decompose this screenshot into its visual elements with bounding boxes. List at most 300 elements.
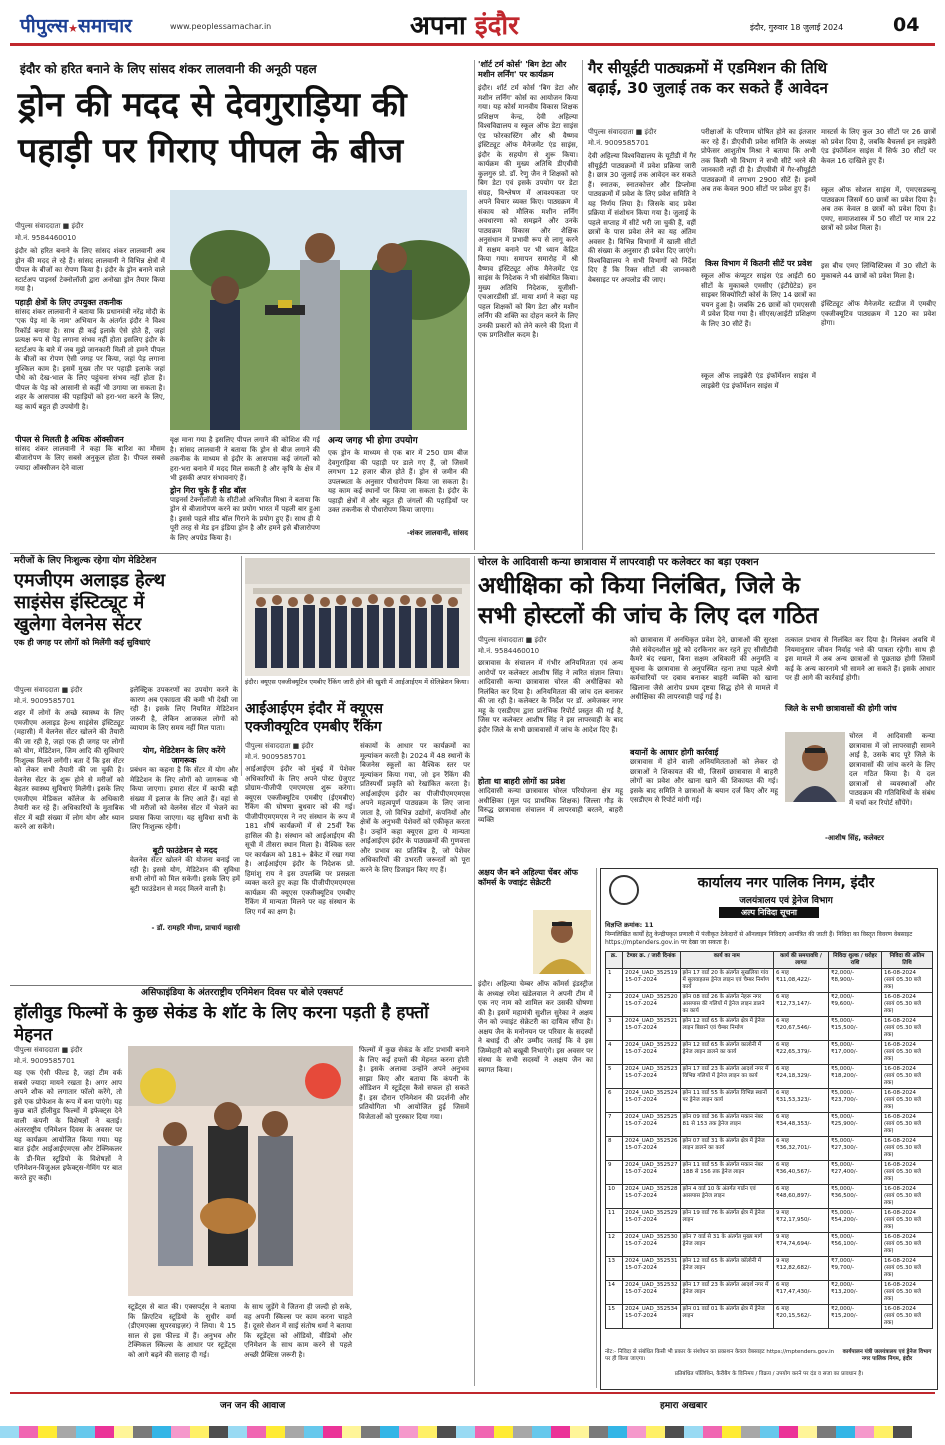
hostel-sub1: होता था बाहरी लोगों का प्रवेश: [478, 777, 566, 786]
tender-cell-sn: 11: [606, 1209, 623, 1233]
footer-right: हमारा अखबार: [660, 1401, 708, 1411]
tender-intro: निम्नलिखित कार्यों हेतु केन्द्रीयकृत प्रणाली में पंजीकृत ठेकेदारों से ऑनलाइन निविदाएं आमंत्रित की जाती हैं। निविदा का विस्तृत विवरण वेबसाइट https://mptenders.gov.in पर देखा जा सकता है।: [605, 931, 913, 946]
tender-cell-work: झोन 17 वार्ड 23 के अंतर्गत आदर्श नगर में ड्रेनेज लाइन: [680, 1281, 773, 1305]
drone-headline-1: ड्रोन की मदद से देवगुराड़िया की: [18, 85, 407, 125]
cmyk-swatch: [380, 1426, 399, 1438]
hostel-col1-text: छात्रावास के संचालन में गंभीर अनियमितता एवं अन्य आरोपों पर कलेक्टर आशीष सिंह ने त्वरित संज्ञान लिया। आदिवासी कन्या छात्रावास चोरल की अधीक्षिका को निलंबित कर दिया है। अनियमितता की जांच दल बनाकर की जा रही है। कलेक्टर के निर्देश पर डॉ. अमेजकर नगर महू के एसडीएम द्वारा प्रारंभिक रिपोर्ट प्रस्तुत की गई है, जिस पर कलेक्टर आशीष सिंह ने इस लापरवाही के बाद इंदौर जिले के सभी छात्रावासों में जांच के आदेश दिए हैं।: [478, 659, 623, 734]
iim-story: [245, 700, 470, 980]
tender-row: [606, 1065, 933, 1089]
tender-cell-id: 2024_UAD_352526 15-07-2024: [623, 1137, 681, 1161]
cmyk-swatch: [171, 1426, 190, 1438]
cmyk-swatch: [684, 1426, 703, 1438]
hostel-quote-author: -आशीष सिंह, कलेक्टर: [825, 834, 884, 842]
drone-col2: [170, 436, 320, 546]
tender-cell-period: 9 माह ₹12,82,682/-: [774, 1257, 829, 1281]
tender-cell-last: 16-08-2024 (सायं 05.30 बजे तक): [882, 1089, 933, 1113]
col-divider-2: [582, 60, 583, 550]
section-rule-2: [10, 985, 472, 986]
tender-cell-sn: 1: [606, 969, 623, 993]
tender-cell-id: 2024_UAD_352530 15-07-2024: [623, 1233, 681, 1257]
cmyk-swatch: [0, 1426, 19, 1438]
tender-cell-fee: ₹5,000/- ₹27,400/-: [829, 1161, 882, 1185]
drone-col2-para: वृक्ष माना गया है इसलिए पीपल लगाने की कोशिश की गई है। सांसद लालवानी ने बताया कि ड्रोन से बीज लगाने की तकनीक के माध्यम से इंदौर के आसपास कई जंगलों को हरा-भरा बनाने में मदद मिल सकती है और कृषि के क्षेत्र में भी इसकी अपार संभावनाएं हैं।: [170, 436, 320, 482]
tender-cell-fee: ₹5,000/- ₹56,100/-: [829, 1233, 882, 1257]
tender-row: [606, 1209, 933, 1233]
col-divider-1: [474, 60, 475, 550]
akshay-headline: अक्षय जैन बने अहिल्या चेंबर ऑफ कॉमर्स के ज्वाइंट सेक्रेटरी: [478, 868, 578, 887]
iim-col1: [245, 742, 355, 962]
mgm-kicker: मरीजों के लिए निःशुल्क रहेगा योग मेडिटेशन: [14, 556, 157, 566]
tender-cell-work: झोन 17 वार्ड 23 के अंतर्गत आदर्श नगर में विभिन्न गलियों में ड्रेनेज लाइन का कार्य: [680, 1065, 773, 1089]
bigdata-story: [478, 60, 578, 550]
tender-cell-fee: ₹2,000/- ₹9,600/-: [829, 993, 882, 1017]
tender-cell-period: 6 माह ₹48,60,897/-: [774, 1185, 829, 1209]
mgm-col2: [130, 686, 238, 841]
tender-col-sn: क्र.: [606, 952, 623, 969]
drone-kicker: इंदौर को हरित बनाने के लिए सांसद शंकर लालवानी की अनूठी पहल: [20, 62, 317, 76]
tender-cell-work: झोन 11 वार्ड 55 के अंतर्गत विभिन्न स्थानों पर ड्रेनेज लाइन कार्य: [680, 1089, 773, 1113]
tender-row: [606, 1185, 933, 1209]
tender-cell-id: 2024_UAD_352532 15-07-2024: [623, 1281, 681, 1305]
animation-col4: [359, 988, 469, 1383]
drone-sub2: पीपल से मिलती है अधिक ऑक्सीजन: [15, 434, 124, 444]
cmyk-swatch: [760, 1426, 779, 1438]
tender-cell-work: झोन 7 वार्ड से 31 के अंतर्गत मुख्य मार्ग ड्रेनेज लाइन: [680, 1233, 773, 1257]
brand-name-b: समाचार: [78, 15, 132, 37]
tender-cell-sn: 6: [606, 1089, 623, 1113]
tender-cell-work: झोन 07 वार्ड 31 के अंतर्गत क्षेत्र में ड्रेनेज लाइन डालने का कार्य: [680, 1137, 773, 1161]
tender-cell-work: झोन 12 वार्ड 65 के अंतर्गत कालोनी में ड्रेनेज लाइन डालने का कार्य: [680, 1041, 773, 1065]
iim-photo-caption: इंदौर। क्यूएस एक्जीक्यूटिव एमबीए रैंकिंग जारी होने की खुशी में आईआईएम में सेलिब्रेशन किया।: [245, 678, 469, 686]
mgm-mobile: मो.नं. 9009585701: [14, 697, 76, 705]
tender-notice-title: अल्प निविदा सूचना: [719, 907, 819, 918]
hostel-headline-1: अधीक्षिका को किया निलंबित, जिले के: [478, 573, 800, 599]
tender-table-header: [606, 952, 933, 969]
iim-col1-text: आईआईएम इंदौर को मुंबई में पेशेवर अधिकारियों के लिए अपने पोस्ट ग्रेजुएट प्रोग्राम-पीजीपी एमएमएस शुरू करेगा। क्यूएस एक्जीक्यूटिव एमबीए (ईएमबीए) रैंकिंग की घोषणा बुधवार को की गई। पीजीपीएमएमएस ने नए संस्थान के रूप में 181 शीर्ष कार्यक्रमों में से 25वीं रैंक हासिल की है। संस्थान को आईआईएम की सूची में तीसरा स्थान मिला है। वैश्विक स्तर पर कार्यक्रम को 181+ ब्रैकेट में रखा गया है। आईआईएम इंदौर के निदेशक प्रो. हिमांशु राय ने इस उपलब्धि पर प्रसन्नता व्यक्त करते हुए कहा कि पीजीपीएमएमएस कार्यक्रम की क्यूएस एक्जीक्यूटिव एमबीए रैंकिंग में मान्यता मिलने पर वह संस्थान के लिए गर्व का क्षण है।: [245, 765, 355, 916]
tender-cell-fee: ₹2,000/- ₹15,200/-: [829, 1305, 882, 1329]
cuet-story: [588, 58, 938, 550]
hostel-col3-text: तत्काल प्रभाव से निलंबित कर दिया है। निलंबन अवधि में नियमानुसार जीवन निर्वाह भत्ते की पात्रता रहेगी। साथ ही इस मामले में अब अन्य छात्राओं से पूछताछ होगी जिसमें कई के अन्य कारनामे भी सामने आ सकते हैं। इसके आधार पर ही आगे की कार्रवाई होगी।: [785, 636, 935, 682]
drone-sub3: ड्रोन गिरा चुके हैं सीड बॉल: [170, 485, 246, 495]
cuet-col3-bullet-3: इंस्टिट्यूट ऑफ मैनेजमेंट स्टडीज में एमबीए एक्जीक्यूटिव पाठ्यक्रम में 120 का प्रवेश होगा।: [821, 300, 936, 327]
tender-cell-period: 6 माह ₹36,40,567/-: [774, 1161, 829, 1185]
drone-quote-author: -शंकर लालवानी, सांसद: [406, 529, 468, 537]
tender-row: [606, 1041, 933, 1065]
mgm-col2c-text: वेलनेस सेंटर खोलने की योजना बनाई जा रही है। इससे योग, मेडिटेशन की सुविधा सभी लोगों को मिल सकेगी। इसके लिए हमें बूटी फाउंडेशन से मदद मिलने वाली है।: [130, 856, 240, 893]
iim-col2: [360, 742, 470, 962]
bigdata-headline: 'शॉर्ट टर्म कोर्स' 'बिग डेटा और मशीन लर्निंग' पर कार्यक्रम: [478, 60, 567, 79]
akshay-story: [478, 868, 593, 1198]
tender-row: [606, 1233, 933, 1257]
tender-cell-fee: ₹5,000/- ₹54,200/-: [829, 1209, 882, 1233]
tender-col-fee: निविदा शुल्क / धरोहर राशि: [829, 952, 882, 969]
masthead-rule: [10, 43, 935, 46]
tender-cell-id: 2024_UAD_352524 15-07-2024: [623, 1089, 681, 1113]
mgm-col1-text: शहर में लोगों के अच्छे स्वास्थ्य के लिए एमजीएम अलाइड हेल्थ साइंसेस इंस्टिट्यूट (महासी) में वेलनेस सेंटर खोलने की तैयारी की जा रही है, जहां एक ही जगह पर लोगों को योग, मेडिटेशन, जिम आदि की सुविधाएं निःशुल्क मिलने लगेंगी। बता दें कि इस सेंटर को लेकर सभी तैयारी की जा चुकी है। वेलनेस सेंटर के शुरू होने से मरीजों को बेहतर स्वास्थ्य सुविधाएं मिलेंगी। इसके लिए एमजीएम मेडिकल कॉलेज के अधिकारी तैयारी कर रहे हैं। अधिकारियों के मुताबिक सेंटर में बड़ी संख्या में लोग योग और ध्यान करने आ सकेंगे।: [14, 709, 124, 831]
hostel-kicker: चोरल के आदिवासी कन्या छात्रावास में लापरवाही पर कलेक्टर का बड़ा एक्शन: [478, 557, 759, 568]
section-title: [410, 6, 519, 42]
cuet-bullet-1: स्कूल ऑफ कंप्यूटर साइंस एंड आईटी 60 सीटों के मुकाबले एमसीए (इंटीग्रेटेड) हन साइबर सिक्योरिटी कोर्स के लिए 14 छात्रों का चयन हुआ है। जबकि 26 छात्रों को एमएससी में प्रवेश दिया गया है। सीएस/आईटी प्रशिक्षण के लिए 30 सीटें हैं।: [701, 272, 816, 328]
tender-cell-work: झोन 08 वार्ड 26 के अंतर्गत नेहरू नगर आसपास की गलियों में ड्रेनेज लाइन डालने का कार्य: [680, 993, 773, 1017]
cuet-col2-text: परीक्षाओं के परिणाम घोषित होने का इंतजार कर रहे हैं। डीएवीवी प्रवेश समिति के अध्यक्ष प्रोफेसर आशुतोष मिश्रा ने बताया कि अभी तक किसी भी विभाग ने सभी सीटें भरने की जानकारी नहीं दी है। डीएवीवी में गैर-सीयूईटी पाठ्यक्रमों में लगभग 2900 सीटें हैं। इनमें अब तक केवल 900 सीटों पर प्रवेश हुए हैं।: [701, 128, 816, 193]
cuet-byline: पीपुल्स संवाददाता ■ इंदौर: [588, 128, 657, 136]
cmyk-swatch: [76, 1426, 95, 1438]
tender-cell-id: 2024_UAD_352520 15-07-2024: [623, 993, 681, 1017]
cmyk-swatch: [703, 1426, 722, 1438]
akshay-portrait: [533, 910, 591, 974]
tender-row: [606, 1137, 933, 1161]
tender-table-wrap: [605, 951, 933, 1346]
cmyk-swatch: [456, 1426, 475, 1438]
tender-notice: [600, 868, 938, 1390]
cmyk-swatch: [114, 1426, 133, 1438]
cmyk-swatch: [627, 1426, 646, 1438]
tender-col-work: कार्य का नाम: [680, 952, 773, 969]
cmyk-swatch: [608, 1426, 627, 1438]
tender-cell-period: 6 माह ₹36,32,701/-: [774, 1137, 829, 1161]
tender-cell-period: 6 माह ₹31,53,323/-: [774, 1089, 829, 1113]
cmyk-swatch: [418, 1426, 437, 1438]
cmyk-swatch: [646, 1426, 665, 1438]
tender-cell-work: झोन 12 वार्ड 65 के अंतर्गत कॉलोनी में ड्रेनेज लाइन: [680, 1257, 773, 1281]
iim-headline-1: आईआईएम इंदौर में क्यूएस: [245, 701, 383, 717]
brand-name-a: पीपुल्स: [20, 15, 69, 37]
tender-cell-period: 6 माह ₹11,08,422/-: [774, 969, 829, 993]
hostel-story: [478, 556, 938, 866]
tender-cell-work: झोन 01 वार्ड 01 के अंतर्गत क्षेत्र में ड्रेनेज लाइन: [680, 1305, 773, 1329]
tender-cell-id: 2024_UAD_352523 15-07-2024: [623, 1065, 681, 1089]
cmyk-swatch: [57, 1426, 76, 1438]
hostel-col1: [478, 636, 623, 861]
brand-logo[interactable]: [20, 12, 132, 38]
tender-cell-period: 6 माह ₹17,47,430/-: [774, 1281, 829, 1305]
tender-cell-last: 16-08-2024 (सायं 05.30 बजे तक): [882, 1161, 933, 1185]
cmyk-swatch: [836, 1426, 855, 1438]
animation-byline: पीपुल्स संवाददाता ■ इंदौर: [14, 1046, 83, 1054]
tender-footer-note: नोट:- निविदा से संबंधित किसी भी प्रकार के संशोधन का प्रकाशन केवल वेबसाइट https://mptenders.gov.in पर ही किया जाएगा।: [605, 1349, 835, 1362]
tender-cell-work: झोन 19 वार्ड 76 के अंतर्गत क्षेत्र में ड्रेनेज लाइन: [680, 1209, 773, 1233]
animation-story: [14, 988, 470, 1388]
drone-para1: इंदौर को हरित बनाने के लिए सांसद शंकर लालवानी अब ड्रोन की मदद ले रहे हैं। सांसद लालवानी ने विभिन्न क्षेत्रों में पीपल के बीजों का रोपण किया है। इंदौर के ड्रोन बनाने वाले स्टार्टअप पाइनर्स टेक्नोलॉजी द्वारा अनोखा ड्रोन तैयार किया गया है।: [15, 247, 165, 293]
tender-cell-sn: 10: [606, 1185, 623, 1209]
tender-cell-last: 16-08-2024 (सायं 05.30 बजे तक): [882, 1137, 933, 1161]
cuet-col3-bullet-2: इस बीच एमए लिंग्विस्टिक्स में 30 सीटों के मुकाबले 44 छात्रों को प्रवेश मिला है।: [821, 262, 936, 280]
tender-col-last: निविदा की अंतिम तिथि: [882, 952, 933, 969]
collector-portrait: [785, 732, 845, 802]
tender-cell-work: झोन 17 वार्ड 20 के अंतर्गत सुखलिया गांव में सुलवाहतस ड्रेनेज लाइन एवं चैम्बर निर्माण कार्य: [680, 969, 773, 993]
drone-sub1: पहाड़ी क्षेत्रों के लिए उपयुक्त तकनीक: [15, 297, 123, 307]
tender-cell-work: झोन 09 वार्ड 36 के अंतर्गत मकान नंबर 81 से 153 तक ड्रेनेज लाइन: [680, 1113, 773, 1137]
mgm-headline-2: साइंसेस इंस्टिट्यूट में: [14, 592, 145, 613]
animation-photo-illustration: [128, 1046, 353, 1296]
drone-byline: पीपुल्स संवाददाता ■ इंदौर: [15, 222, 84, 230]
hostel-byline: पीपुल्स संवाददाता ■ इंदौर: [478, 636, 547, 644]
tender-cell-id: 2024_UAD_352531 15-07-2024: [623, 1257, 681, 1281]
cmyk-swatch: [855, 1426, 874, 1438]
tender-cell-work: झोन 11 वार्ड 55 के अंतर्गत मकान नंबर 188 से 156 तक ड्रेनेज लाइन: [680, 1161, 773, 1185]
tender-cell-last: 16-08-2024 (सायं 05.30 बजे तक): [882, 969, 933, 993]
iim-photo-block: [245, 558, 470, 698]
mgm-story-cont: [130, 846, 240, 976]
cmyk-swatch: [266, 1426, 285, 1438]
cmyk-swatch: [437, 1426, 456, 1438]
hostel-col2-text: को छात्रावास में अनधिकृत प्रवेश देने, छात्राओं की सुरक्षा जैसे संवेदनशील मुद्दे को दरकिनार कर रहने हुए सीसीटीवी कैमरे बंद रखना, बिना सक्षम अधिकारी की अनुमति व सूचना के छात्रावास से अनुपस्थित रहना तथा पहले श्रेणी कर्मचारियों पर दबाव बनाकर बाहरी व्यक्ति को खाना खिलाना जैसे आरोप प्रथम दृष्टया सिद्ध होने से मामले में अधीक्षिका की लापरवाही पाई गई है।: [630, 636, 778, 701]
tender-cell-id: 2024_UAD_352527 15-07-2024: [623, 1161, 681, 1185]
tender-cell-last: 16-08-2024 (सायं 05.30 बजे तक): [882, 1209, 933, 1233]
akshay-body: इंदौर। अहिल्या चेम्बर ऑफ कॉमर्स इंडस्ट्रीज के अध्यक्ष रमेश खंडेलवाल ने अपनी टीम में एक नए नाम को शामिल कर उसकी घोषणा की है। इसमें महामंत्री सुशील सुरेका ने अक्षय जैन को ज्वाइंट सेक्रेटरी का दायित्व सौंपा है। अक्षय जैन के मनोनयन पर परिवार के सदस्यों ने बधाई दी और उम्मीद जताई कि वे इस जिम्मेदारी को बखूबी निभाएंगे। इस अवसर पर संस्था के सभी सदस्यों ने अक्षय जैन का स्वागत किया।: [478, 980, 593, 1074]
tender-row: [606, 1257, 933, 1281]
tender-table: [605, 951, 933, 1329]
cuet-col3-text: मास्टर्स के लिए कुल 30 सीटों पर 26 छात्रों को प्रवेश दिया है, जबकि बैचलर्स इन लाइब्रेरी एंड इंफॉर्मेशन साइंस में सिर्फ 30 सीटों पर केवल 16 दाखिले हुए हैं।: [821, 128, 936, 165]
cmyk-swatch: [475, 1426, 494, 1438]
col-divider-3: [474, 556, 475, 1386]
tender-cell-id: 2024_UAD_352529 15-07-2024: [623, 1209, 681, 1233]
cmyk-swatch: [570, 1426, 589, 1438]
tender-row: [606, 1161, 933, 1185]
cmyk-swatch: [589, 1426, 608, 1438]
cmyk-swatch: [247, 1426, 266, 1438]
drone-quote-title: अन्य जगह भी होगा उपयोग: [328, 436, 418, 446]
iim-col2-text: संकायों के आधार पर कार्यक्रमों का मूल्यांकन करती है। 2024 में 48 स्थानों के बिजनेस स्कूलों का वैश्विक स्तर पर मूल्यांकन किया गया, जो इन रैंकिंग की प्रतिस्पर्धी प्रकृति को रेखांकित करता है। आईआईएम इंदौर का पीजीपीएमएमएस अपने महत्वपूर्ण पाठ्यक्रम के लिए जाना जाता है, जो विभिन्न उद्योगों, कंपनियों और क्षेत्रों के अनुभवी पेशेवरों को एकीकृत करता है। उन्होंने कहा क्यूएस द्वारा ये मान्यता आईआईएम इंदौर के पाठ्यक्रमों की गुणवत्ता और प्रभाव का प्रतिबिंब है, जो पेशेवर अधिकारियों की उभरती जरूरतों को पूरा करने के लिए डिजाइन किए गए हैं।: [360, 742, 470, 874]
mgm-deck: एक ही जगह पर लोगों को मिलेंगी कई सुविधाएं: [14, 638, 151, 647]
cmyk-swatch: [532, 1426, 551, 1438]
mgm-sub2: बूटी फाउंडेशन से मदद: [152, 846, 218, 855]
hostel-col2: [630, 636, 778, 861]
hostel-col2b-text: छात्रावास में होने वाली अनियमितताओं को लेकर दो छात्राओं ने शिकायत की थी, जिसमें छात्रावास में बाहरी लोगों का प्रवेश और खाना खाने की शिकायत की गई। इसके बाद समिति ने छात्राओं के बयान दर्ज किए और महू एसडीएम से रिपोर्ट मांगी गई।: [630, 758, 778, 804]
cmyk-swatch: [152, 1426, 171, 1438]
tender-cell-period: 6 माह ₹34,48,353/-: [774, 1113, 829, 1137]
hostel-mobile: मो.नं. 9584460010: [478, 647, 540, 655]
footer-left: जन जन की आवाज: [220, 1401, 286, 1411]
cmyk-swatch: [494, 1426, 513, 1438]
tender-sign: कार्यपालन यंत्री जलयंत्रालय एवं ड्रेनेज विभाग नगर पालिक निगम, इंदौर: [842, 1349, 932, 1362]
tender-cell-last: 16-08-2024 (सायं 05.30 बजे तक): [882, 1257, 933, 1281]
drone-photo: [170, 190, 467, 430]
tender-col-id: टेण्डर क्र. / जारी दिनांक: [623, 952, 681, 969]
cmyk-swatch: [779, 1426, 798, 1438]
tender-row: [606, 1017, 933, 1041]
cmyk-swatch: [361, 1426, 380, 1438]
cmyk-swatch: [399, 1426, 418, 1438]
tender-col-period: कार्य की समयावधि / लागत: [774, 952, 829, 969]
cuet-mobile: मो.नं. 9009585701: [588, 139, 650, 147]
cmyk-swatch: [551, 1426, 570, 1438]
tender-cell-fee: ₹5,000/- ₹23,700/-: [829, 1089, 882, 1113]
drone-story: [10, 50, 472, 550]
cmyk-swatches: [0, 1426, 945, 1438]
iim-mobile: मो.नं. 9009585701: [245, 753, 307, 761]
tender-cell-id: 2024_UAD_352521 15-07-2024: [623, 1017, 681, 1041]
animation-col4-text: फिल्मों में कुछ सेकंड के शॉट प्रभावी बनाने के लिए कई हफ्तों की मेहनत करना होती है। इसके अलावा उन्होंने अपने अनुभव साझा किए और बताया कि कंपनी के ऑडिशन में स्टूडेंट्स कैसे सफल हो सकते हैं। इस दौरान एनिमेशन की प्रदर्शनी और प्रतियोगिता भी आयोजित हुई जिसमें विजेताओं को पुरस्कार दिया गया।: [359, 1046, 469, 1121]
tender-cell-sn: 5: [606, 1065, 623, 1089]
section-title-b: इंदौर: [474, 11, 519, 41]
cmyk-swatch: [722, 1426, 741, 1438]
tender-cell-period: 6 माह ₹12,73,147/-: [774, 993, 829, 1017]
cmyk-swatch: [817, 1426, 836, 1438]
dateline: इंदौर, गुरुवार 18 जुलाई 2024: [750, 23, 844, 32]
tender-cell-fee: ₹2,000/- ₹8,900/-: [829, 969, 882, 993]
tender-cell-sn: 14: [606, 1281, 623, 1305]
tender-cell-period: 6 माह ₹20,67,546/-: [774, 1017, 829, 1041]
tender-cell-last: 16-08-2024 (सायं 05.30 बजे तक): [882, 1233, 933, 1257]
tender-cell-last: 16-08-2024 (सायं 05.30 बजे तक): [882, 1041, 933, 1065]
cmyk-swatch: [323, 1426, 342, 1438]
cmyk-swatch: [19, 1426, 38, 1438]
tender-cell-fee: ₹5,000/- ₹36,500/-: [829, 1185, 882, 1209]
tender-footer2: प्रतिबंधित पॉलिथिन, कैरीबैग के विनिमय / विक्रय / उपयोग करने पर दंड व सजा का प्रावधान है।: [674, 1371, 864, 1377]
cmyk-swatch: [133, 1426, 152, 1438]
mgm-col1: [14, 686, 124, 841]
tender-cell-id: 2024_UAD_352534 15-07-2024: [623, 1305, 681, 1329]
tender-cell-period: 6 माह ₹22,65,379/-: [774, 1041, 829, 1065]
cmyk-swatch: [874, 1426, 893, 1438]
tender-cell-last: 16-08-2024 (सायं 05.30 बजे तक): [882, 1305, 933, 1329]
drone-quote-box: [328, 436, 468, 546]
drone-mobile: मो.नं. 9584460010: [15, 234, 77, 242]
tender-cell-last: 16-08-2024 (सायं 05.30 बजे तक): [882, 1185, 933, 1209]
page-number: 04: [893, 14, 920, 36]
tender-cell-id: 2024_UAD_352522 15-07-2024: [623, 1041, 681, 1065]
tender-cell-period: 9 माह ₹72,17,950/-: [774, 1209, 829, 1233]
mgm-story: [14, 556, 239, 844]
tender-cell-sn: 12: [606, 1233, 623, 1257]
drone-para2: सांसद शंकर लालवानी ने बताया कि प्रधानमंत्री नरेंद्र मोदी के 'एक पेड़ मां के नाम' अभियान के अंतर्गत इंदौर ने विश्व रिकॉर्ड बनाया है। साथ ही कई इलाके ऐसे होते हैं, जहां प्रत्यक्ष रूप से पेड़ लगाना संभव नहीं होता इसलिए इंदौर के स्टार्टअप के बारे में जब मुझे जानकारी मिली तो हमने पीपल के बीजों का रोपण ऐसी जगह पर किया, जहां पेड़ लगाना मुश्किल काम है। इसमें मुख्य तौर पर पहाड़ी इलाके जहां पौधे को देख-भाल के लिए पहुंचना संभव नहीं होता है। पीपल के पेड़ को आसानी से कहीं भी उगाया जा सकता है। शहर के आसपास की पहाड़ियों को हरा-भरा करने के लिए, यह कार्य बहुत ही उपयोगी है।: [15, 307, 165, 411]
mgm-byline: पीपुल्स संवाददाता ■ इंदौर: [14, 686, 83, 694]
cmyk-swatch: [342, 1426, 361, 1438]
cmyk-swatch: [190, 1426, 209, 1438]
tender-cell-last: 16-08-2024 (सायं 05.30 बजे तक): [882, 993, 933, 1017]
mgm-col2b-text: प्रबंधन का कहना है कि सेंटर में योग और मेडिटेशन के लिए लोगों को जागरूक भी किया जाएगा। हमारा सेंटर में काफी बड़ी संख्या में इलाज के लिए आते हैं। वहां से भी मरीजों को वेलनेस सेंटर में भेजने का प्रयास किया जाएगा। यह सुविधा सभी के लिए निःशुल्क रहेगी।: [130, 766, 238, 831]
tender-cell-last: 16-08-2024 (सायं 05.30 बजे तक): [882, 1065, 933, 1089]
masthead: [0, 0, 945, 56]
mgm-headline-1: एमजीएम अलाइड हेल्थ: [14, 570, 166, 591]
animation-photo: [128, 1046, 353, 1296]
cuet-headline-2: बढ़ाई, 30 जुलाई तक कर सकते हैं आवेदन: [588, 79, 828, 97]
cuet-col1: [588, 128, 696, 478]
tender-cell-fee: ₹5,000/- ₹27,300/-: [829, 1137, 882, 1161]
iim-headline-2: एक्जीक्यूटिव एमबीए रैंकिंग: [245, 719, 382, 735]
cuet-col3: [821, 128, 936, 478]
mgm-quote-author: - डॉ. रामहरि मीणा, प्राचार्य महासी: [151, 924, 240, 932]
tender-cell-period: 9 माह ₹74,74,694/-: [774, 1233, 829, 1257]
animation-headline: हॉलीवुड फिल्मों के कुछ सेकंड के शॉट के लिए करना पड़ती है हफ्तों मेहनत: [14, 1003, 429, 1045]
tender-cell-fee: ₹5,000/- ₹25,900/-: [829, 1113, 882, 1137]
tender-cell-sn: 8: [606, 1137, 623, 1161]
cuet-bullet-2: स्कूल ऑफ लाइब्रेरी एंड इंफॉर्मेशन साइंस में लाइब्रेरी एंड इंफॉर्मेशन साइंस में: [701, 372, 816, 390]
tender-cell-sn: 2: [606, 993, 623, 1017]
cmyk-swatch: [285, 1426, 304, 1438]
col-divider-5: [596, 868, 597, 1388]
animation-col1: [14, 1046, 122, 1381]
tender-cell-period: 6 माह ₹24,18,329/-: [774, 1065, 829, 1089]
cmyk-swatch: [798, 1426, 817, 1438]
tender-cell-sn: 15: [606, 1305, 623, 1329]
tender-cell-work: झोन 12 वार्ड 65 के अंतर्गत क्षेत्र में ड्रेनेज लाइन बिछाने एवं चैम्बर निर्माण: [680, 1017, 773, 1041]
hostel-sub3: जिले के सभी छात्रावासों की होगी जांच: [785, 704, 897, 713]
cuet-col2: [701, 128, 816, 478]
tender-cell-period: 6 माह ₹20,15,562/-: [774, 1305, 829, 1329]
drone-col1: [15, 222, 165, 540]
iim-byline: पीपुल्स संवाददाता ■ इंदौर: [245, 742, 314, 750]
animation-mobile: मो.नं. 9009585701: [14, 1057, 76, 1065]
drone-para3: सांसद शंकर लालवानी ने कहा कि बारिश का मौसम बीजारोपण के लिए सबसे अनुकूल होता है। पीपल सबसे ज्यादा ऑक्सीजन देने वाला: [15, 444, 165, 472]
hostel-col3: [785, 636, 935, 861]
cuet-col1-text: देवी अहिल्या विश्वविद्यालय के यूटीडी में गैर सीयूईटी पाठ्यक्रमों में प्रवेश प्रक्रिया जारी है। छात्र 30 जुलाई तक आवेदन कर सकते हैं। स्नातक, स्नातकोत्तर और डिप्लोमा पाठ्यक्रमों में प्रवेश के लिए प्रवेश समिति ने यह निर्णय लिया है। जिसके बाद प्रवेश प्रक्रिया में संशोधन किया गया है। जुलाई के पहले सप्ताह में सीटें भरी जा चुकी हैं, वहीं छात्रों के पास प्रवेश लेने का यह अंतिम अवसर है। विभिन्न विभागों में खाली सीटों की संख्या के अनुसार ही प्रवेश दिए जाएंगे। विश्वविद्यालय ने सभी विभागों को निर्देश दिए हैं कि रिक्त सीटों की जानकारी वेबसाइट पर अपलोड की जाए।: [588, 152, 696, 284]
website-link[interactable]: www.peoplessamachar.in: [170, 22, 272, 31]
collector-photo: [785, 732, 845, 802]
akshay-photo: [533, 910, 591, 974]
tender-row: [606, 1305, 933, 1329]
cmyk-swatch: [304, 1426, 323, 1438]
tender-cell-id: 2024_UAD_352519 15-07-2024: [623, 969, 681, 993]
animation-col2-text: स्टूडेंट्स से बात की। एक्सपर्ट्स ने बताया कि क्रिएटिव स्टूडियो के सुधीर वर्मा (डीएमएक्स सूपरवाइज़र) ने लिया। ये 15 साल से इस फील्ड में हैं। अनुभव और टेक्निकल स्किल्स के आधार पर स्टूडेंट्स को आगे बढ़ने की सलाह दी गई।: [128, 1303, 236, 1359]
drone-headline-2: पहाड़ी पर गिराए पीपल के बीज: [18, 131, 404, 171]
tender-cell-last: 16-08-2024 (सायं 05.30 बजे तक): [882, 1113, 933, 1137]
cmyk-swatch: [95, 1426, 114, 1438]
cmyk-swatch: [513, 1426, 532, 1438]
tender-row: [606, 1113, 933, 1137]
hostel-headline-2: सभी होस्टलों की जांच के लिए दल गठित: [478, 603, 819, 629]
tender-row: [606, 1281, 933, 1305]
hostel-col1b-text: आदिवासी कन्या छात्रावास चोरल परियोजना क्षेत्र महू अधीक्षिका (मूल पद प्राथमिक शिक्षक) जिल्ला गौड़ के विरुद्ध छात्रावास संचालन में लापरवाही बरतने, बाहरी व्यक्ति: [478, 787, 623, 824]
drone-col2-para2: पाइनर्स टेक्नोलॉजी के सीटीओ अभिजीत मिश्रा ने बताया कि ड्रोन से बीजारोपण करने का प्रयोग भारत में पहली बार हुआ है। इससे पहले सीड बॉल गिराने के प्रयोग हुए हैं। साथ ही ये पूरी तरह से मेड इन इंडिया ड्रोन है और हमने इसे बीजारोपण के लिए अपग्रेड किया है।: [170, 495, 320, 542]
drone-photo-illustration: [170, 190, 467, 430]
animation-kicker: असिफाइंडिया के अंतरराष्ट्रीय एनिमेशन दिवस पर बोले एक्सपर्ट: [141, 988, 343, 998]
tender-cell-fee: ₹5,000/- ₹18,200/-: [829, 1065, 882, 1089]
tender-table-body: [606, 969, 933, 1329]
animation-col1-text: यह एक ऐसी फील्ड है, जहां टीम वर्क सबसे ज्यादा मायने रखता है। अगर आप अपने शौक को लगातार फॉलो करेंगे, तो इसे एक प्रोफेशन के रूप में बना पाएंगे। यह कुछ बातें हॉलीवुड फिल्मों में इफेक्ट्स देने वाली कंपनी के विशेषज्ञों ने बताई। अंतरराष्ट्रीय एनिमेशन दिवस के अवसर पर यह कार्यक्रम आयोजित किया गया। यह बात इंदौर आईआईएमएस और टेक्निकलर के डी-मिल स्टूडियो के विशेषज्ञों ने एनिमेशन-विजुअल इफेक्ट्स-गेमिंग पर बात करते हुए कही।: [14, 1069, 122, 1182]
tender-cell-fee: ₹5,000/- ₹15,500/-: [829, 1017, 882, 1041]
drone-quote-text: एक ड्रोन के माध्यम से एक बार में 250 ग्राम बीज देवगुराड़िया की पहाड़ी पर डाले गए हैं, जो जिसमें लगभग 12 हजार बीज होते हैं। ड्रोन से जमीन की उपलब्धता के अनुसार पौधारोपण किया जा सकता है। यह काम कई स्थानों पर किया जा सकता है। इंदौर के पहाड़ी क्षेत्रों में और बहुत ही जंगलों की पहाड़ियों पर उक्त तकनीक से पौधारोपण किया जाएगा।: [328, 449, 468, 514]
cuet-headline-1: गैर सीयूईटी पाठ्यक्रमों में एडमिशन की तिथि: [588, 59, 828, 77]
iim-group-photo: [245, 558, 470, 676]
tender-cell-sn: 3: [606, 1017, 623, 1041]
mgm-headline-3: खुलेगा वेलनेस सेंटर: [14, 614, 142, 635]
tender-cell-fee: ₹7,000/- ₹9,700/-: [829, 1257, 882, 1281]
tender-cell-sn: 9: [606, 1161, 623, 1185]
tender-dept: जलयंत्रालय एवं ड्रेनेज विभाग: [739, 896, 833, 906]
mgm-sub1: योग, मेडिटेशन के लिए करेंगे जागरूक: [142, 746, 226, 765]
tender-cell-sn: 4: [606, 1041, 623, 1065]
cmyk-swatch: [209, 1426, 228, 1438]
cmyk-swatch: [228, 1426, 247, 1438]
cmyk-swatch: [38, 1426, 57, 1438]
tender-cell-sn: 13: [606, 1257, 623, 1281]
tender-cell-last: 16-08-2024 (सायं 05.30 बजे तक): [882, 1017, 933, 1041]
tender-emblem-icon: [609, 875, 639, 905]
animation-col3: [244, 1303, 352, 1383]
tender-cell-fee: ₹2,000/- ₹13,200/-: [829, 1281, 882, 1305]
tender-row: [606, 993, 933, 1017]
hostel-sub2: बयानों के आधार होगी कार्रवाई: [630, 748, 719, 757]
tender-notice-no: विज्ञप्ति क्रमांक: 11: [605, 921, 654, 929]
tender-cell-id: 2024_UAD_352525 15-07-2024: [623, 1113, 681, 1137]
footer-rule: [10, 1392, 935, 1394]
animation-col3-text: के साथ जुड़ेंगे वे जितना ही जल्दी हो सके, वह अपनी स्किल्स पर काम करना चाहते हैं। दूसरे सेशन में साई संतोष धर्मा ने बताया कि स्टूडेंट्स को ऑडियो, वीडियो और एनिमेशन के साथ काम करने से पहले अच्छी प्रैक्टिस जरूरी है।: [244, 1303, 352, 1359]
color-registration-strip: [0, 1420, 945, 1445]
tender-row: [606, 969, 933, 993]
col-divider-4: [241, 556, 242, 776]
cmyk-swatch: [665, 1426, 684, 1438]
cmyk-swatch: [741, 1426, 760, 1438]
tender-cell-last: 16-08-2024 (सायं 05.30 बजे तक): [882, 1281, 933, 1305]
brand-star-icon: ★: [68, 22, 79, 35]
animation-col2: [128, 1303, 236, 1383]
cuet-box-title: किस विभाग में कितनी सीटें पर प्रवेश: [705, 259, 812, 268]
tender-cell-sn: 7: [606, 1113, 623, 1137]
tender-cell-id: 2024_UAD_352528 15-07-2024: [623, 1185, 681, 1209]
hostel-col3b-text: चोरल में आदिवासी कन्या छात्रावास में जो लापरवाही सामने आई है, उसके बाद पूरे जिले के छात्रावासों की जांच करने के लिए दल गठित किया है। ये दल छात्राओं से व्यवस्थाओं और पाठ्यक्रम की गतिविधियों के संबंध में चर्चा कर रिपोर्ट सौंपेंगे।: [849, 732, 935, 807]
